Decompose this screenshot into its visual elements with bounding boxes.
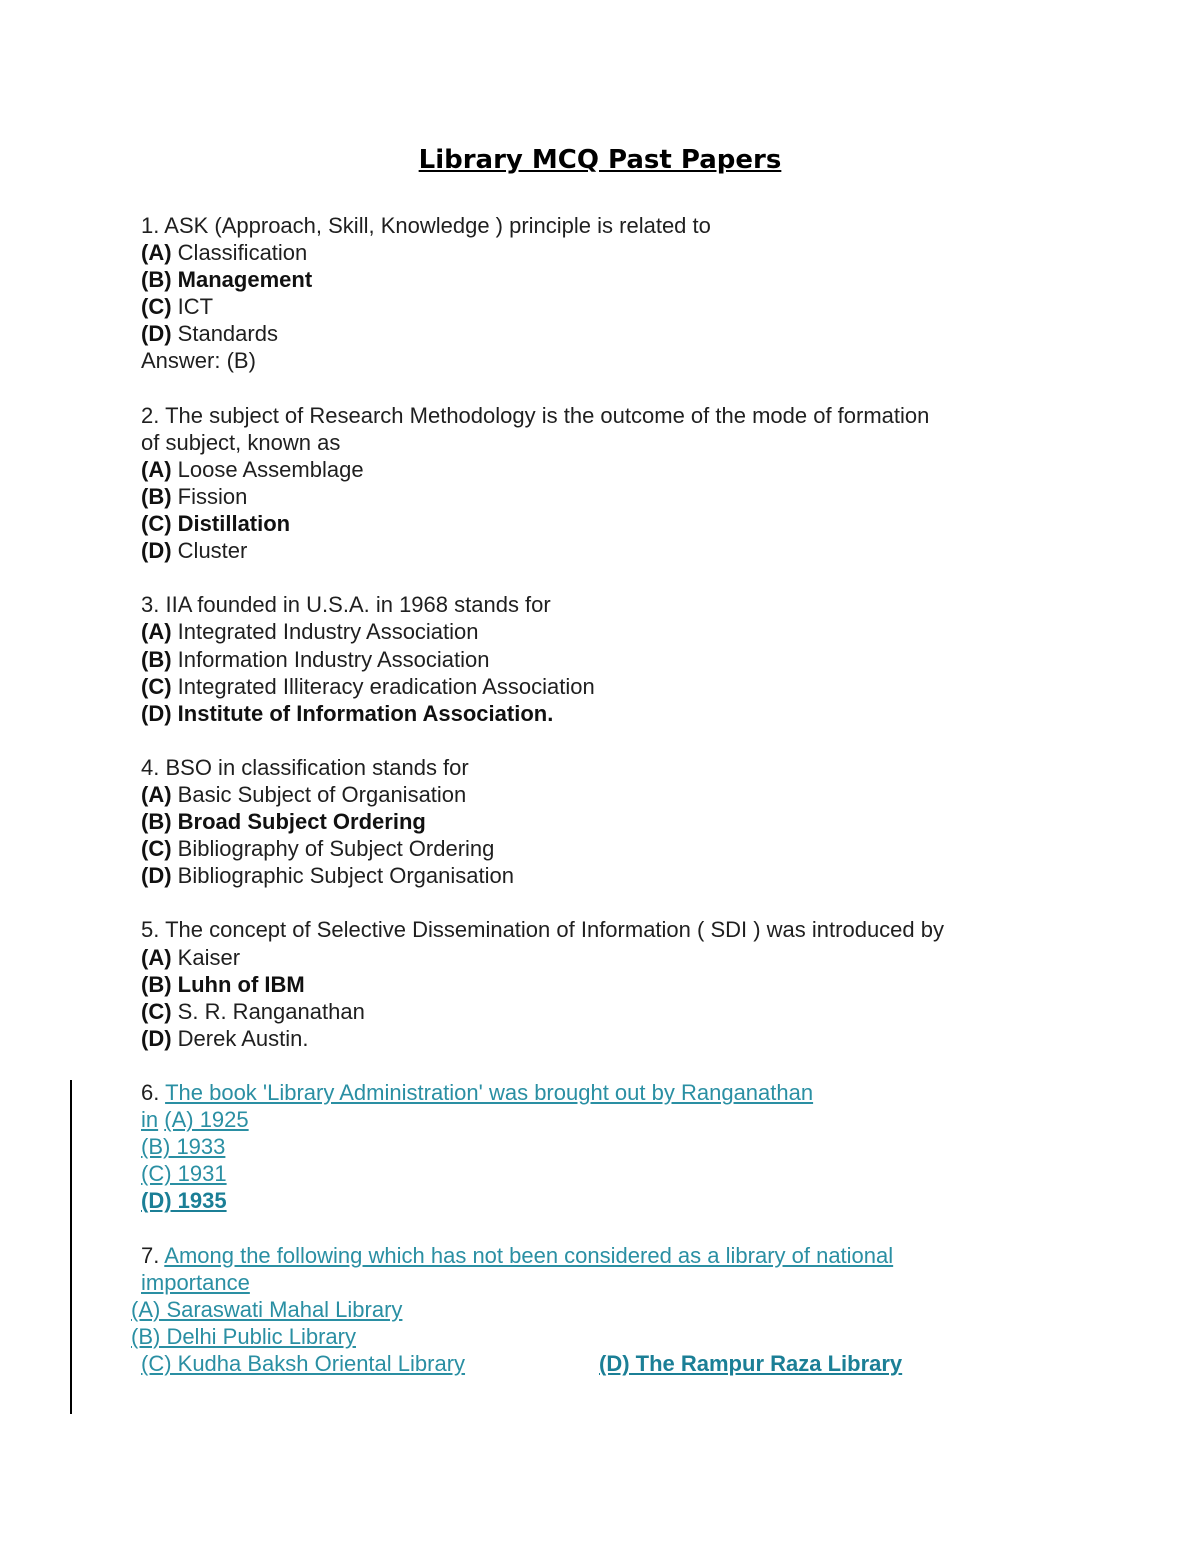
- q4-option-d: (D) Bibliographic Subject Organisation: [141, 863, 514, 889]
- question-5: [141, 916, 1041, 1051]
- q4-option-b: (B) Broad Subject Ordering: [141, 809, 426, 835]
- question-list: [131, 212, 1041, 1377]
- q6-option-b: (B) 1933: [141, 1134, 226, 1160]
- q7-option-d: (D) The Rampur Raza Library: [599, 1350, 903, 1376]
- q7-option-a: (A) Saraswati Mahal Library: [131, 1296, 403, 1322]
- q5-option-a: (A) Kaiser: [141, 944, 241, 970]
- q7-option-b: (B) Delhi Public Library: [131, 1323, 356, 1349]
- q7-options-cd-row: [141, 1350, 1041, 1377]
- question-2-stem: 2. The subject of Research Methodology is the outcome of the mode of formation: [141, 402, 930, 428]
- q6-option-a: (A) 1925: [164, 1107, 249, 1133]
- q3-option-a: (A) Integrated Industry Association: [141, 619, 479, 645]
- question-7-stem: 7. Among the following which has not been considered as a library of national: [141, 1242, 894, 1268]
- q7-option-c: (C) Kudha Baksh Oriental Library: [141, 1350, 466, 1376]
- question-4-stem: 4. BSO in classification stands for: [141, 754, 469, 780]
- q2-option-b: (B) Fission: [141, 483, 248, 509]
- page-title: Library MCQ Past Papers: [418, 145, 782, 175]
- q5-option-b: (B) Luhn of IBM: [141, 971, 305, 997]
- revision-change-bar: [70, 1080, 72, 1414]
- question-3: [141, 591, 1041, 726]
- question-7-stem-cont: importance: [141, 1269, 250, 1295]
- q5-option-c: (C) S. R. Ranganathan: [141, 998, 365, 1024]
- q2-option-c: (C) Distillation: [141, 511, 291, 537]
- question-5-stem: 5. The concept of Selective Dissemination of Information ( SDI ) was introduced by: [141, 917, 944, 943]
- question-3-stem: 3. IIA founded in U.S.A. in 1968 stands for: [141, 592, 551, 618]
- q3-option-c: (C) Integrated Illiteracy eradication Association: [141, 673, 595, 699]
- question-4: [141, 754, 1041, 889]
- q5-option-d: (D) Derek Austin.: [141, 1025, 309, 1051]
- q2-option-d: (D) Cluster: [141, 538, 248, 564]
- question-7: [131, 1242, 1041, 1377]
- q1-answer: Answer: (B): [141, 348, 256, 374]
- q3-option-d: (D) Institute of Information Association.: [141, 700, 554, 726]
- question-6-stem: 6. The book 'Library Administration' was brought out by Ranganathan: [141, 1080, 814, 1105]
- question-1: [141, 212, 1041, 375]
- question-2-stem-cont: of subject, known as: [141, 429, 341, 455]
- q1-option-b: (B) Management: [141, 267, 313, 293]
- q4-option-a: (A) Basic Subject of Organisation: [141, 781, 467, 807]
- q1-option-a: (A) Classification: [141, 240, 308, 266]
- q2-option-a: (A) Loose Assemblage: [141, 456, 364, 482]
- q1-option-c: (C) ICT: [141, 294, 214, 320]
- q6-option-d: (D) 1935: [141, 1188, 227, 1214]
- q1-option-d: (D) Standards: [141, 321, 278, 347]
- question-1-stem: 1. ASK (Approach, Skill, Knowledge ) principle is related to: [141, 213, 711, 238]
- question-2: [141, 402, 1041, 565]
- q4-option-c: (C) Bibliography of Subject Ordering: [141, 836, 495, 862]
- question-6: [141, 1079, 1041, 1214]
- q3-option-b: (B) Information Industry Association: [141, 646, 490, 672]
- question-6-stem-cont: in (A) 1925: [141, 1107, 249, 1133]
- q6-option-c: (C) 1931: [141, 1161, 227, 1187]
